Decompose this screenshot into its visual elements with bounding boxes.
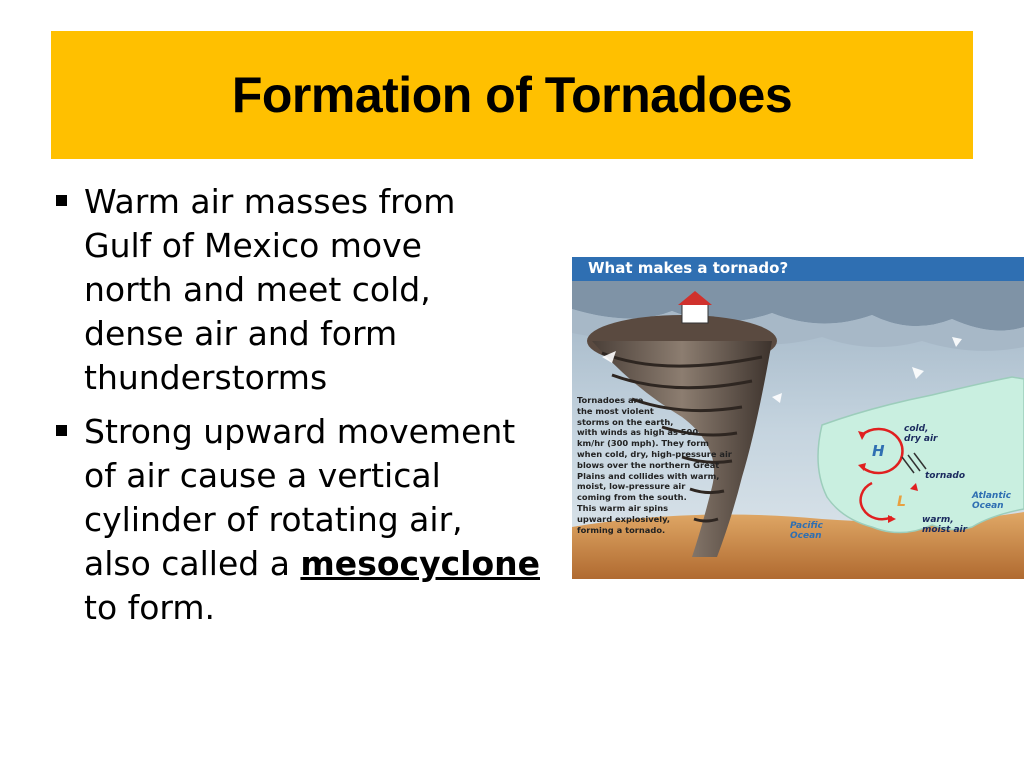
label-line: warm, [922, 515, 954, 525]
figure-caption [577, 395, 747, 535]
house-icon [682, 303, 708, 323]
square-bullet-icon [56, 425, 67, 436]
bullet-text-line: cylinder of rotating air, [84, 500, 463, 539]
caption-line: coming from the south. [577, 492, 687, 503]
bullet-text-line: thunderstorms [84, 358, 328, 397]
bullet-text-line: Gulf of Mexico move [84, 226, 422, 265]
label-low-pressure: L [897, 494, 906, 510]
square-bullet-icon [56, 195, 67, 206]
label-line: Pacific [790, 521, 823, 531]
bullet-list [52, 180, 572, 640]
label-tornado: tornado [925, 471, 966, 481]
figure-title: What makes a tornado? [588, 259, 789, 277]
label-line: Atlantic [972, 491, 1012, 501]
caption-line: This warm air spins [577, 502, 669, 513]
bullet-text-line: to form. [84, 588, 216, 627]
label-high-pressure: H [872, 442, 885, 460]
caption-line: upward explosively, [577, 513, 671, 524]
label-line: Ocean [790, 531, 822, 541]
label-line: moist air [922, 525, 968, 535]
label-atlantic-ocean [972, 491, 1011, 511]
bullet-text-line: Warm air masses from [84, 182, 456, 221]
bullet-text-line: Strong upward movement [84, 412, 516, 451]
label-pacific-ocean [790, 521, 823, 541]
bullet-text-line: of air cause a vertical [84, 456, 441, 495]
caption-line: km/hr (300 mph). They form [577, 438, 709, 449]
label-cold-dry-air [904, 424, 937, 444]
caption-line: forming a tornado. [577, 524, 666, 535]
caption-line: moist, low-pressure air [577, 481, 686, 492]
tornado-figure [572, 257, 1024, 579]
bullet-item-1 [52, 180, 572, 400]
bullet-text-line [84, 542, 572, 586]
title-band [51, 31, 973, 159]
bullet-text-prefix: also called a [84, 544, 301, 583]
label-line: dry air [904, 434, 938, 444]
caption-line: Plains and collides with warm, [577, 470, 720, 481]
bullet-text-line: dense air and form [84, 314, 398, 353]
caption-line: with winds as high as 500 [577, 427, 699, 438]
label-line: Ocean [972, 501, 1004, 511]
caption-line: when cold, dry, high-pressure air [577, 448, 732, 459]
caption-line: Tornadoes are [577, 395, 644, 405]
label-warm-moist-air [922, 515, 967, 535]
slide-title: Formation of Tornadoes [231, 67, 793, 123]
keyword-mesocyclone: mesocyclone [300, 544, 540, 583]
bullet-item-2 [52, 410, 572, 630]
bullet-text-line: north and meet cold, [84, 270, 431, 309]
caption-line: storms on the earth, [577, 416, 674, 427]
caption-line: blows over the northern Great [577, 459, 720, 470]
caption-line: the most violent [577, 405, 654, 416]
label-line: cold, [904, 424, 929, 434]
